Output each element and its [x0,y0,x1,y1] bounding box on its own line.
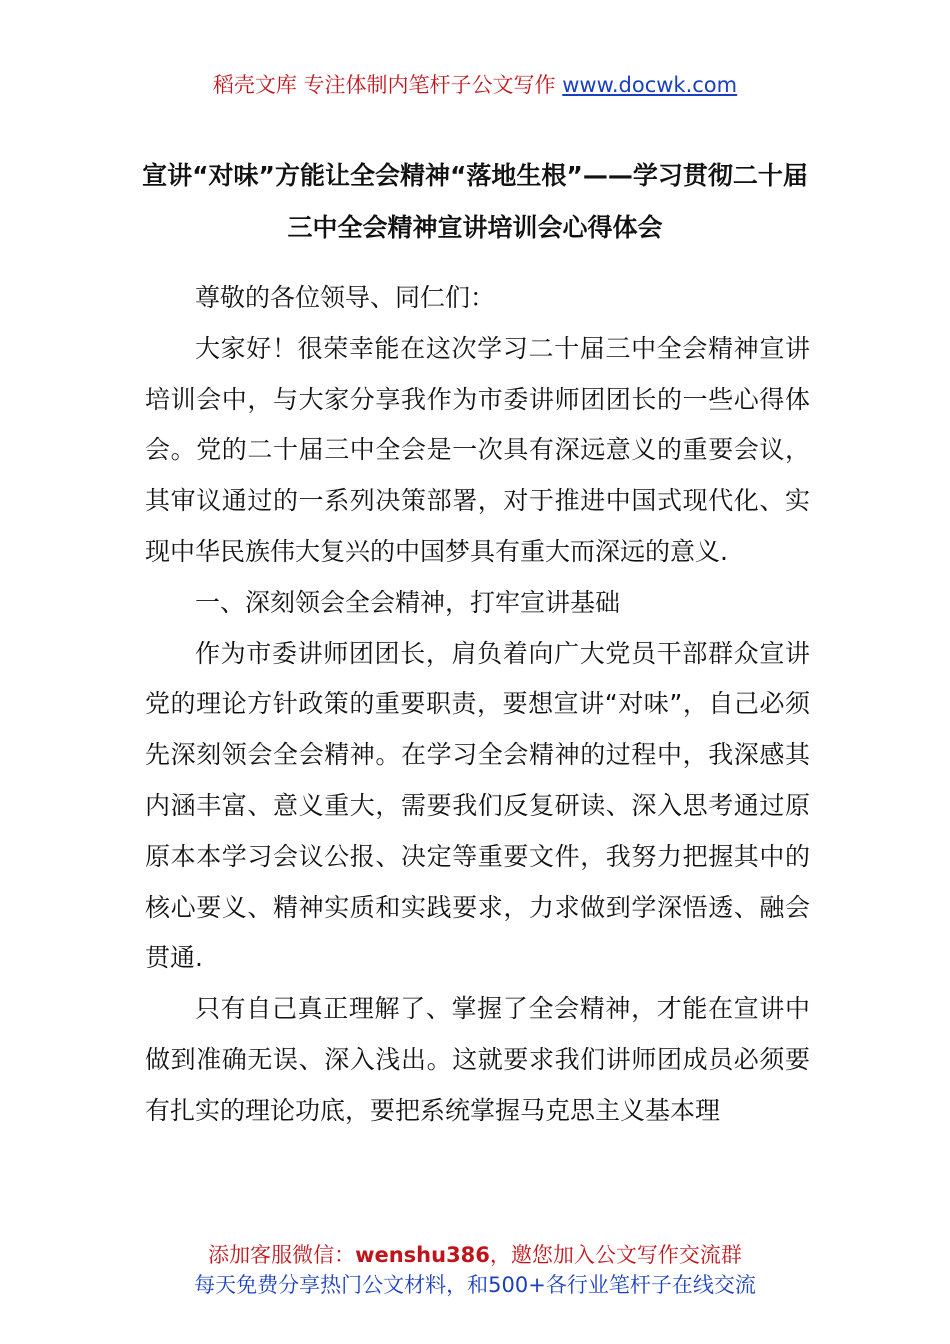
title-line-1: 宣讲“对味”方能让全会精神“落地生根”——学习贯彻二十届 [142,161,808,190]
wechat-id: wenshu386 [355,1243,490,1267]
document-body [145,273,810,1137]
document-title [140,150,810,254]
footer-line-2: 每天免费分享热门公文材料，和500+各行业笔杆子在线交流 [194,1273,756,1297]
footer-prefix: 添加客服微信： [208,1243,356,1267]
paragraph-intro: 大家好！很荣幸能在这次学习二十届三中全会精神宣讲培训会中，与大家分享我作为市委讲师团团长的一些心得体会。党的二十届三中全会是一次具有深远意义的重要会议，其审议通过的一系列决策部署，对于推进中国式现代化、实现中华民族伟大复兴的中国梦具有重大而深远的意义. [145,333,810,566]
section-heading-1: 一、深刻领会全会精神，打牢宣讲基础 [195,587,621,617]
footer-suffix: ，邀您加入公文写作交流群 [489,1243,742,1267]
paragraph-section1-b: 只有自己真正理解了、掌握了全会精神，才能在宣讲中做到准确无误、深入浅出。这就要求我们讲师团成员必须要有扎实的理论功底，要把系统掌握马克思主义基本理 [145,994,810,1125]
website-link[interactable]: www.docwk.com [562,73,738,97]
salutation: 尊敬的各位领导、同仁们： [195,283,496,312]
watermark-footer [0,1240,950,1300]
watermark-header [0,70,950,100]
title-line-2: 三中全会精神宣讲培训会心得体会 [287,213,663,242]
footer-line-1 [0,1240,950,1270]
paragraph-section1-a: 作为市委讲师团团长，肩负着向广大党员干部群众宣讲党的理论方针政策的重要职责，要想宣讲“对味”，自己必须先深刻领会全会精神。在学习全会精神的过程中，我深感其内涵丰富、意义重大，需要我们反复研读、深入思考通过原原本本学习会议公报、决定等重要文件，我努力把握其中的核心要义、精神实质和实践要求，力求做到学深悟透、融会贯通. [145,638,810,973]
brand-text: 稻壳文库 专注体制内笔杆子公文写作 [212,73,556,97]
